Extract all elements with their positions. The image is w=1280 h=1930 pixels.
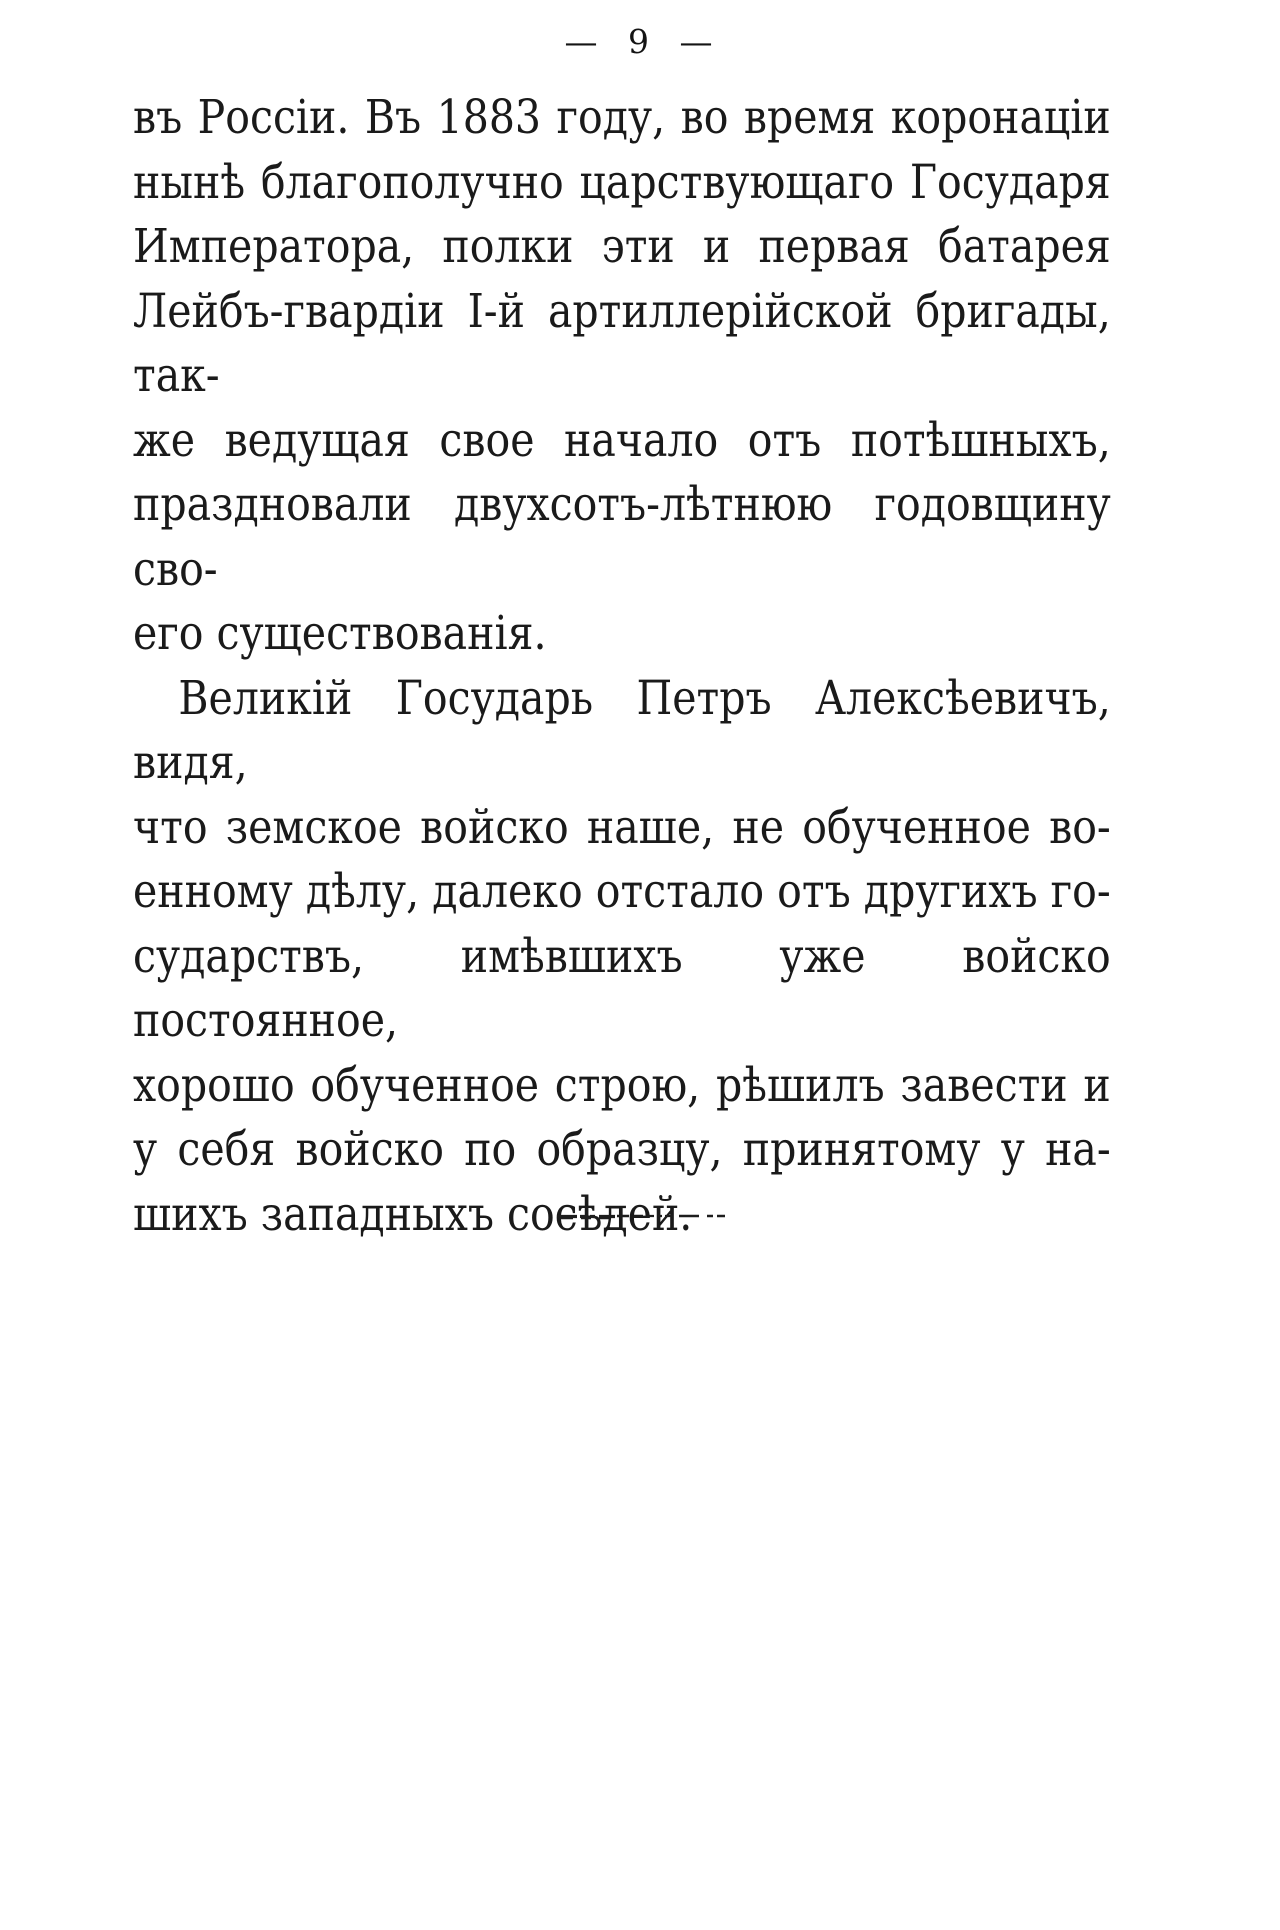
text-line: Великій Государь Петръ Алексѣевичъ, видя, — [133, 670, 1111, 790]
text-line: хорошо обученное строю, рѣшилъ завести и — [133, 1057, 1111, 1113]
paragraph-2 — [133, 667, 1111, 1248]
text-line: сударствъ, имѣвшихъ уже войско постоянное, — [133, 928, 1111, 1048]
text-line: нынѣ благополучно царствующаго Государя — [133, 154, 1111, 210]
text-line: что земское войско наше, не обученное во- — [133, 799, 1111, 855]
text-line: Императора, полки эти и первая батарея — [133, 219, 1111, 274]
text-line: же ведущая свое начало отъ потѣшныхъ, — [133, 412, 1111, 468]
text-line: въ Россіи. Въ 1883 году, во время коронаціи — [133, 90, 1111, 145]
dashed-rule-icon — [557, 1212, 735, 1222]
text-line: у себя войско по образцу, принятому у на- — [133, 1122, 1111, 1177]
text-line: шихъ западныхъ сосѣдей. — [133, 1186, 693, 1242]
text-line: Лейбъ-гвардіи I-й артиллерійской бригады, так- — [133, 283, 1111, 403]
paragraph-1 — [133, 86, 1111, 667]
section-divider-rule — [557, 1212, 735, 1222]
page-number-header: — 9 — — [564, 22, 716, 61]
text-line: его существованія. — [133, 606, 547, 661]
text-block — [133, 86, 1111, 1247]
text-line: енному дѣлу, далеко отстало отъ другихъ го- — [133, 864, 1111, 919]
text-line: праздновали двухсотъ-лѣтнюю годовщину сво- — [133, 477, 1111, 597]
